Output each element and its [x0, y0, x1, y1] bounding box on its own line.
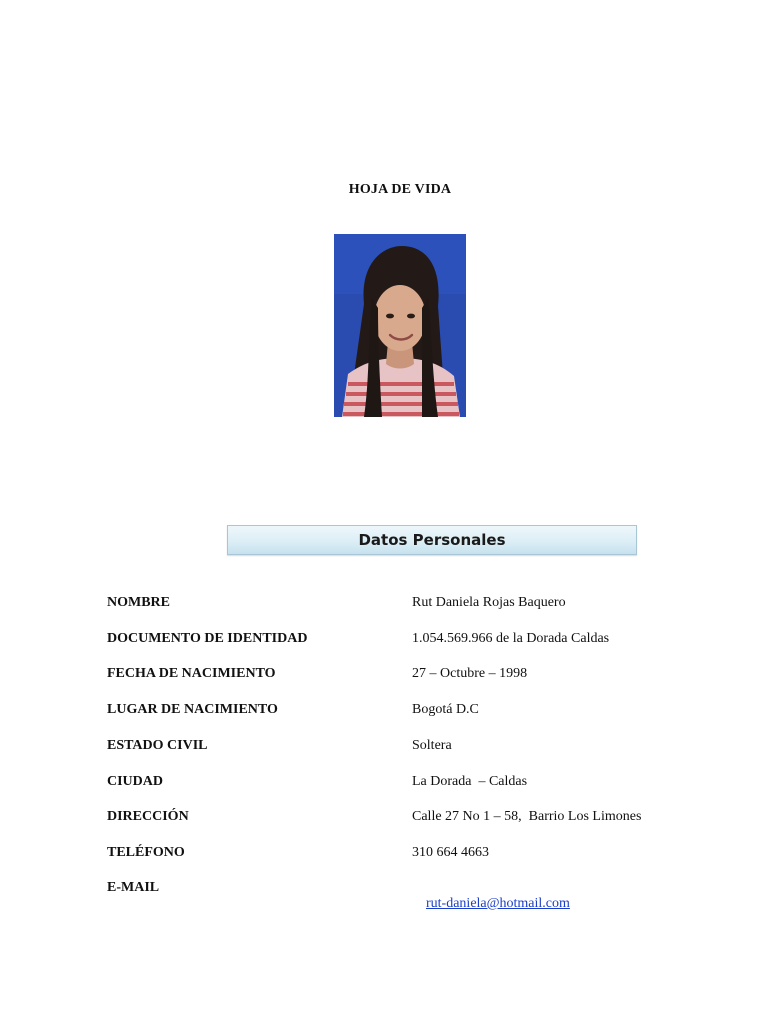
- info-label: CIUDAD: [107, 774, 163, 789]
- info-value: Rut Daniela Rojas Baquero: [412, 595, 566, 610]
- info-value: 27 – Octubre – 1998: [412, 666, 528, 681]
- email-link[interactable]: rut-daniela@hotmail.com: [426, 896, 570, 911]
- info-row-direccion: [0, 809, 768, 829]
- info-row-ciudad: [0, 774, 768, 794]
- info-label: DOCUMENTO DE IDENTIDAD: [107, 631, 308, 646]
- portrait-photo-icon: [334, 234, 466, 417]
- info-label: DIRECCIÓN: [107, 809, 189, 824]
- info-value: 310 664 4663: [412, 845, 489, 860]
- profile-photo: [334, 234, 466, 417]
- info-label: TELÉFONO: [107, 845, 185, 860]
- info-row-documento: [0, 631, 768, 651]
- info-label: FECHA DE NACIMIENTO: [107, 666, 276, 681]
- info-row-email: [0, 880, 768, 911]
- info-value: [412, 880, 570, 928]
- info-row-lugar-nacimiento: [0, 702, 768, 722]
- info-value: 1.054.569.966 de la Dorada Caldas: [412, 631, 610, 646]
- info-row-telefono: [0, 845, 768, 865]
- info-label: E-MAIL: [107, 880, 160, 895]
- section-header-personal-data: Datos Personales: [227, 525, 637, 555]
- info-value: La Dorada – Caldas: [412, 774, 528, 789]
- info-row-fecha-nacimiento: [0, 666, 768, 686]
- document-title: HOJA DE VIDA: [348, 182, 452, 197]
- info-value: Soltera: [412, 738, 452, 753]
- info-label: ESTADO CIVIL: [107, 738, 208, 753]
- info-label: NOMBRE: [107, 595, 170, 610]
- info-row-estado-civil: [0, 738, 768, 758]
- info-value: Calle 27 No 1 – 58, Barrio Los Limones: [412, 809, 642, 824]
- info-label: LUGAR DE NACIMIENTO: [107, 702, 278, 717]
- info-row-nombre: [0, 595, 768, 615]
- info-value: Bogotá D.C: [412, 702, 479, 717]
